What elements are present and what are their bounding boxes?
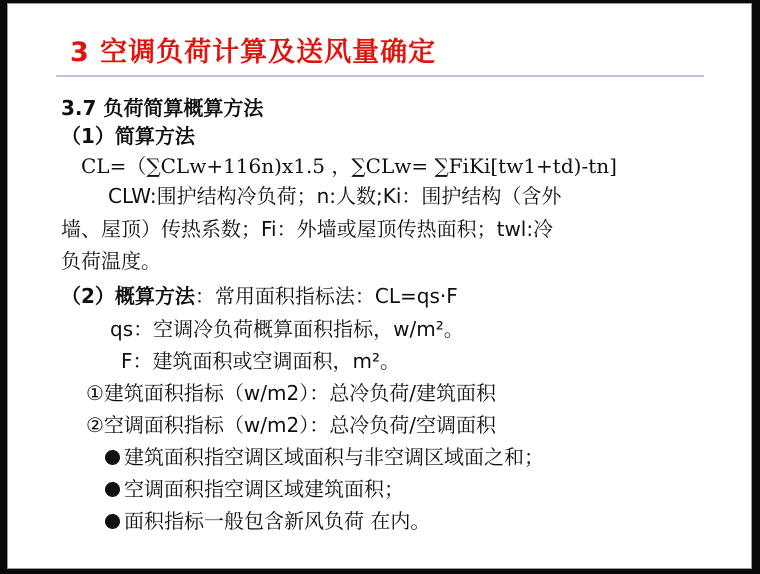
explanation-line-3: 负荷温度。 xyxy=(61,249,161,273)
formula-line: CL=（∑CLw+116n)x1.5 ，∑CLw= ∑FiKi[tw1+td)-tn] xyxy=(81,154,617,178)
bullet-item xyxy=(105,477,404,501)
bullet-dot-icon xyxy=(105,450,120,465)
bullet-text: 建筑面积指空调区域面积与非空调区域面之和； xyxy=(124,445,544,469)
f-definition: F：建筑面积或空调面积，m²。 xyxy=(121,349,401,373)
subsection-1-heading: （1）简算方法 xyxy=(61,124,195,148)
bullet-text: 面积指标一般包含新风负荷 在内。 xyxy=(124,509,431,533)
bullet-item xyxy=(105,445,544,469)
explanation-line-2: 墙、屋顶）传热系数；Fi：外墙或屋顶传热面积；twl:冷 xyxy=(61,217,554,241)
bullet-dot-icon xyxy=(105,482,120,497)
section-heading: 3.7 负荷简算概算方法 xyxy=(61,96,264,120)
explanation-line-1: CLW:围护结构冷负荷；n:人数;Ki：围护结构（含外 xyxy=(108,184,562,208)
subsection-2-text: ：常用面积指标法：CL=qs·F xyxy=(194,284,458,308)
slide xyxy=(7,3,752,569)
bullet-text: 空调面积指空调区域建筑面积； xyxy=(124,477,404,501)
qs-definition: qs：空调冷负荷概算面积指标，w/m²。 xyxy=(110,317,464,341)
slide-title: 3 空调负荷计算及送风量确定 xyxy=(70,37,437,68)
title-divider xyxy=(56,75,704,77)
subsection-2-line xyxy=(61,284,458,308)
bullet-dot-icon xyxy=(105,514,120,529)
index-item-2: ②空调面积指标（w/m2）：总冷负荷/空调面积 xyxy=(86,413,496,437)
index-item-1: ①建筑面积指标（w/m2）：总冷负荷/建筑面积 xyxy=(86,381,496,405)
subsection-2-heading: （2）概算方法 xyxy=(61,284,195,308)
bullet-item xyxy=(105,509,430,533)
